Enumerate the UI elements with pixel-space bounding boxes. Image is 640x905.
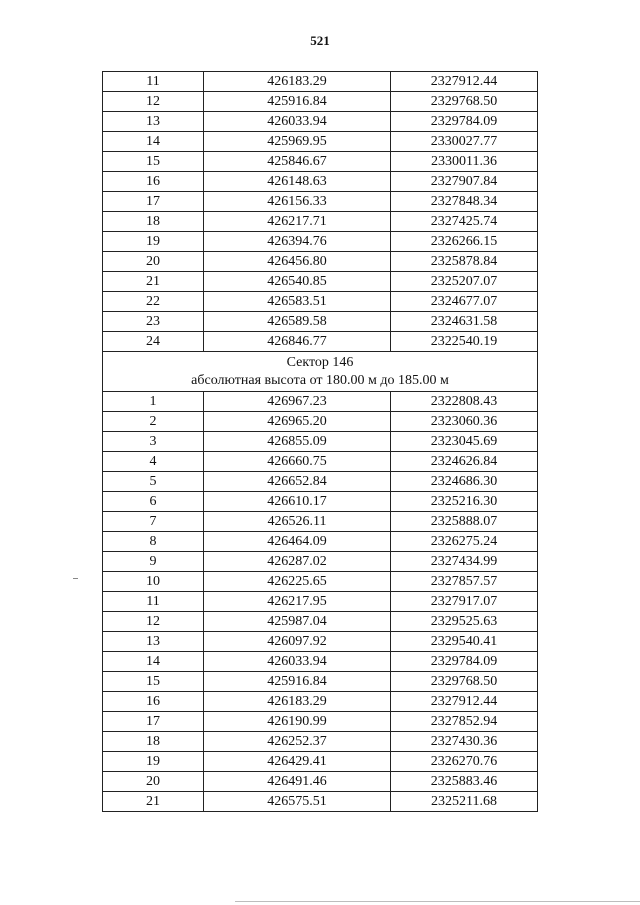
x-coordinate-cell: 426156.33 xyxy=(204,192,391,212)
point-number-cell: 15 xyxy=(103,152,204,172)
y-coordinate-cell: 2325211.68 xyxy=(391,792,538,812)
point-number-cell: 9 xyxy=(103,552,204,572)
x-coordinate-cell: 426148.63 xyxy=(204,172,391,192)
table-row xyxy=(103,392,538,412)
y-coordinate-cell: 2324686.30 xyxy=(391,472,538,492)
y-coordinate-cell: 2330027.77 xyxy=(391,132,538,152)
sector-header-row xyxy=(103,352,538,392)
point-number-cell: 13 xyxy=(103,112,204,132)
table-row xyxy=(103,272,538,292)
table-row xyxy=(103,592,538,612)
scan-edge-line xyxy=(235,901,640,902)
point-number-cell: 18 xyxy=(103,212,204,232)
x-coordinate-cell: 426464.09 xyxy=(204,532,391,552)
table-row xyxy=(103,732,538,752)
point-number-cell: 13 xyxy=(103,632,204,652)
y-coordinate-cell: 2329768.50 xyxy=(391,92,538,112)
table-row xyxy=(103,532,538,552)
table-row xyxy=(103,752,538,772)
table-row xyxy=(103,552,538,572)
table-row xyxy=(103,72,538,92)
y-coordinate-cell: 2327852.94 xyxy=(391,712,538,732)
table-row xyxy=(103,252,538,272)
point-number-cell: 4 xyxy=(103,452,204,472)
point-number-cell: 21 xyxy=(103,792,204,812)
point-number-cell: 11 xyxy=(103,72,204,92)
point-number-cell: 19 xyxy=(103,752,204,772)
table-row xyxy=(103,452,538,472)
y-coordinate-cell: 2326270.76 xyxy=(391,752,538,772)
x-coordinate-cell: 425987.04 xyxy=(204,612,391,632)
y-coordinate-cell: 2330011.36 xyxy=(391,152,538,172)
x-coordinate-cell: 426575.51 xyxy=(204,792,391,812)
table-row xyxy=(103,572,538,592)
table-row xyxy=(103,612,538,632)
y-coordinate-cell: 2323045.69 xyxy=(391,432,538,452)
x-coordinate-cell: 426610.17 xyxy=(204,492,391,512)
point-number-cell: 3 xyxy=(103,432,204,452)
y-coordinate-cell: 2329784.09 xyxy=(391,112,538,132)
x-coordinate-cell: 426965.20 xyxy=(204,412,391,432)
point-number-cell: 2 xyxy=(103,412,204,432)
x-coordinate-cell: 426225.65 xyxy=(204,572,391,592)
x-coordinate-cell: 426190.99 xyxy=(204,712,391,732)
y-coordinate-cell: 2323060.36 xyxy=(391,412,538,432)
x-coordinate-cell: 425916.84 xyxy=(204,672,391,692)
point-number-cell: 12 xyxy=(103,92,204,112)
table-row xyxy=(103,472,538,492)
table-row xyxy=(103,792,538,812)
y-coordinate-cell: 2327430.36 xyxy=(391,732,538,752)
sector-subtitle: абсолютная высота от 180.00 м до 185.00 м xyxy=(191,372,449,388)
table-row xyxy=(103,492,538,512)
x-coordinate-cell: 426540.85 xyxy=(204,272,391,292)
y-coordinate-cell: 2325883.46 xyxy=(391,772,538,792)
point-number-cell: 17 xyxy=(103,192,204,212)
x-coordinate-cell: 426855.09 xyxy=(204,432,391,452)
x-coordinate-cell: 426394.76 xyxy=(204,232,391,252)
point-number-cell: 23 xyxy=(103,312,204,332)
y-coordinate-cell: 2324626.84 xyxy=(391,452,538,472)
table-row xyxy=(103,712,538,732)
x-coordinate-cell: 426252.37 xyxy=(204,732,391,752)
x-coordinate-cell: 426846.77 xyxy=(204,332,391,352)
table-row xyxy=(103,232,538,252)
point-number-cell: 15 xyxy=(103,672,204,692)
y-coordinate-cell: 2325207.07 xyxy=(391,272,538,292)
rows-before-group xyxy=(103,72,538,352)
x-coordinate-cell: 425969.95 xyxy=(204,132,391,152)
sector-title: Сектор 146 xyxy=(286,354,354,370)
point-number-cell: 22 xyxy=(103,292,204,312)
coordinates-table xyxy=(102,71,538,812)
rows-after-group xyxy=(103,392,538,812)
point-number-cell: 18 xyxy=(103,732,204,752)
point-number-cell: 20 xyxy=(103,772,204,792)
point-number-cell: 5 xyxy=(103,472,204,492)
x-coordinate-cell: 426589.58 xyxy=(204,312,391,332)
point-number-cell: 21 xyxy=(103,272,204,292)
x-coordinate-cell: 426217.95 xyxy=(204,592,391,612)
y-coordinate-cell: 2329525.63 xyxy=(391,612,538,632)
x-coordinate-cell: 426429.41 xyxy=(204,752,391,772)
sector-header-cell xyxy=(103,352,538,392)
x-coordinate-cell: 426287.02 xyxy=(204,552,391,572)
y-coordinate-cell: 2325216.30 xyxy=(391,492,538,512)
page-number: 521 xyxy=(310,33,330,48)
point-number-cell: 20 xyxy=(103,252,204,272)
y-coordinate-cell: 2326266.15 xyxy=(391,232,538,252)
table-row xyxy=(103,92,538,112)
table-row xyxy=(103,312,538,332)
x-coordinate-cell: 426183.29 xyxy=(204,692,391,712)
y-coordinate-cell: 2327425.74 xyxy=(391,212,538,232)
x-coordinate-cell: 426456.80 xyxy=(204,252,391,272)
y-coordinate-cell: 2322808.43 xyxy=(391,392,538,412)
table-row xyxy=(103,672,538,692)
x-coordinate-cell: 426183.29 xyxy=(204,72,391,92)
x-coordinate-cell: 426652.84 xyxy=(204,472,391,492)
point-number-cell: 10 xyxy=(103,572,204,592)
x-coordinate-cell: 425846.67 xyxy=(204,152,391,172)
y-coordinate-cell: 2322540.19 xyxy=(391,332,538,352)
y-coordinate-cell: 2329784.09 xyxy=(391,652,538,672)
point-number-cell: 1 xyxy=(103,392,204,412)
table-row xyxy=(103,332,538,352)
table-row xyxy=(103,172,538,192)
table-row xyxy=(103,772,538,792)
table-row xyxy=(103,652,538,672)
table-row xyxy=(103,412,538,432)
point-number-cell: 6 xyxy=(103,492,204,512)
table-row xyxy=(103,192,538,212)
x-coordinate-cell: 426660.75 xyxy=(204,452,391,472)
y-coordinate-cell: 2327917.07 xyxy=(391,592,538,612)
x-coordinate-cell: 426217.71 xyxy=(204,212,391,232)
y-coordinate-cell: 2325878.84 xyxy=(391,252,538,272)
x-coordinate-cell: 426491.46 xyxy=(204,772,391,792)
y-coordinate-cell: 2325888.07 xyxy=(391,512,538,532)
table-row xyxy=(103,632,538,652)
y-coordinate-cell: 2324677.07 xyxy=(391,292,538,312)
margin-mark xyxy=(73,578,78,579)
table-row xyxy=(103,292,538,312)
point-number-cell: 14 xyxy=(103,132,204,152)
y-coordinate-cell: 2327907.84 xyxy=(391,172,538,192)
x-coordinate-cell: 426097.92 xyxy=(204,632,391,652)
y-coordinate-cell: 2327912.44 xyxy=(391,72,538,92)
y-coordinate-cell: 2326275.24 xyxy=(391,532,538,552)
point-number-cell: 8 xyxy=(103,532,204,552)
table-row xyxy=(103,132,538,152)
y-coordinate-cell: 2327912.44 xyxy=(391,692,538,712)
table-row xyxy=(103,212,538,232)
table-row xyxy=(103,692,538,712)
point-number-cell: 17 xyxy=(103,712,204,732)
table-row xyxy=(103,512,538,532)
sector-header-group xyxy=(103,352,538,392)
y-coordinate-cell: 2329540.41 xyxy=(391,632,538,652)
y-coordinate-cell: 2327434.99 xyxy=(391,552,538,572)
table-row xyxy=(103,432,538,452)
y-coordinate-cell: 2327857.57 xyxy=(391,572,538,592)
x-coordinate-cell: 426967.23 xyxy=(204,392,391,412)
point-number-cell: 11 xyxy=(103,592,204,612)
x-coordinate-cell: 426033.94 xyxy=(204,652,391,672)
table-row xyxy=(103,112,538,132)
x-coordinate-cell: 426033.94 xyxy=(204,112,391,132)
x-coordinate-cell: 426526.11 xyxy=(204,512,391,532)
point-number-cell: 24 xyxy=(103,332,204,352)
point-number-cell: 16 xyxy=(103,172,204,192)
point-number-cell: 19 xyxy=(103,232,204,252)
x-coordinate-cell: 426583.51 xyxy=(204,292,391,312)
y-coordinate-cell: 2327848.34 xyxy=(391,192,538,212)
point-number-cell: 16 xyxy=(103,692,204,712)
table-row xyxy=(103,152,538,172)
point-number-cell: 7 xyxy=(103,512,204,532)
y-coordinate-cell: 2324631.58 xyxy=(391,312,538,332)
point-number-cell: 12 xyxy=(103,612,204,632)
y-coordinate-cell: 2329768.50 xyxy=(391,672,538,692)
point-number-cell: 14 xyxy=(103,652,204,672)
x-coordinate-cell: 425916.84 xyxy=(204,92,391,112)
